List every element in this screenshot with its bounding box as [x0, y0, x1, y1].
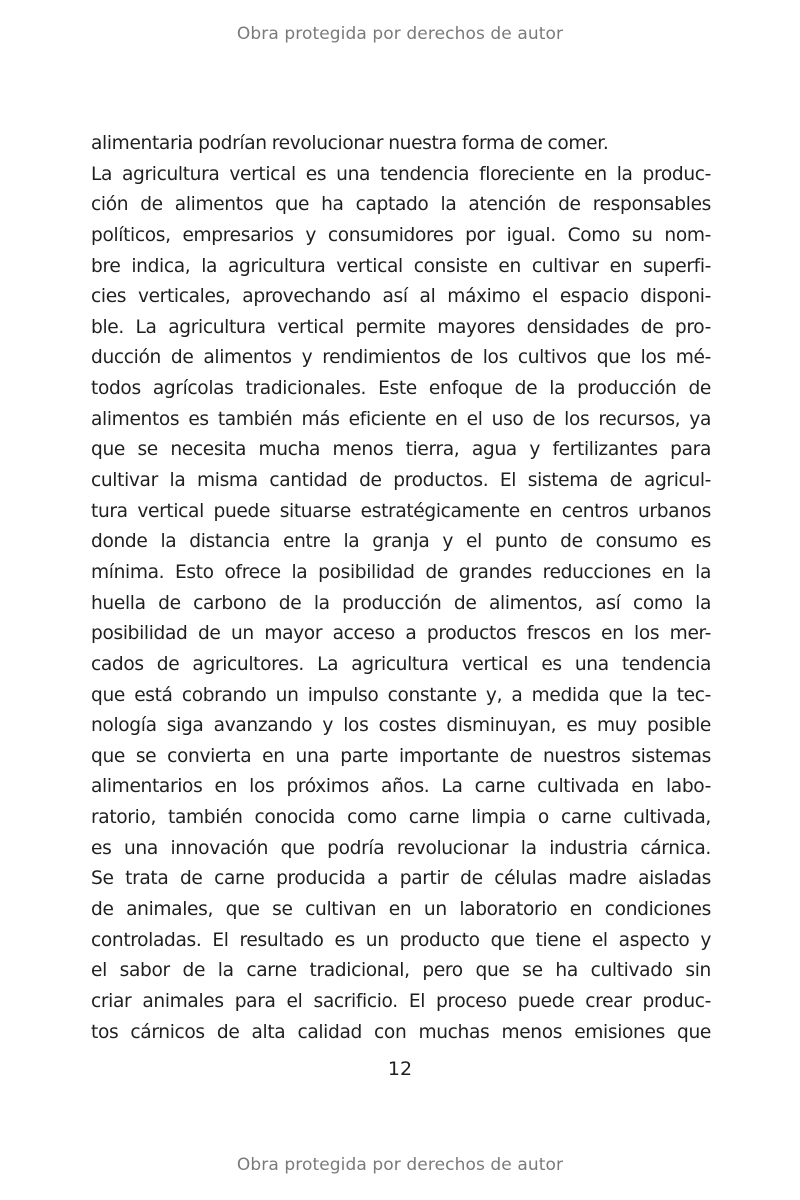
- text-line: ducción de alimentos y rendimientos de los cultivos que los mé-: [91, 347, 711, 369]
- text-line: controladas. El resultado es un producto que tiene el aspecto y: [91, 929, 711, 951]
- text-line: alimentarios en los próximos años. La carne cultivada en labo-: [91, 776, 711, 798]
- page-body-text: [91, 129, 711, 1048]
- text-line: tura vertical puede situarse estratégicamente en centros urbanos: [91, 500, 711, 522]
- text-line: alimentaria podrían revolucionar nuestra forma de comer.: [91, 133, 609, 154]
- text-line: que se convierta en una parte importante de nuestros sistemas: [91, 745, 711, 767]
- text-line: mínima. Esto ofrece la posibilidad de grandes reducciones en la: [91, 561, 711, 583]
- text-line: tos cárnicos de alta calidad con muchas menos emisiones que: [91, 1021, 711, 1043]
- text-line: es una innovación que podría revolucionar la industria cárnica.: [91, 837, 711, 859]
- text-line: todos agrícolas tradicionales. Este enfoque de la producción de: [91, 378, 711, 400]
- text-line: bre indica, la agricultura vertical consiste en cultivar en superfi-: [91, 255, 711, 277]
- text-line: criar animales para el sacrificio. El proceso puede crear produc-: [91, 990, 711, 1012]
- text-line: La agricultura vertical es una tendencia floreciente en la produc-: [91, 163, 711, 185]
- text-line: cies verticales, aprovechando así al máximo el espacio disponi-: [91, 286, 711, 308]
- text-line: Se trata de carne producida a partir de células madre aisladas: [91, 868, 711, 890]
- text-line: que se necesita mucha menos tierra, agua y fertilizantes para: [91, 439, 711, 461]
- text-line: posibilidad de un mayor acceso a productos frescos en los mer-: [91, 623, 711, 645]
- text-line: que está cobrando un impulso constante y, a medida que la tec-: [91, 684, 711, 706]
- text-line: ratorio, también conocida como carne limpia o carne cultivada,: [91, 807, 711, 829]
- text-line: el sabor de la carne tradicional, pero que se ha cultivado sin: [91, 960, 711, 982]
- text-line: de animales, que se cultivan en un laboratorio en condiciones: [91, 899, 711, 921]
- copyright-watermark-bottom: Obra protegida por derechos de autor: [236, 1155, 564, 1175]
- page-number: 12: [387, 1058, 413, 1080]
- text-line: nología siga avanzando y los costes disminuyan, es muy posible: [91, 715, 711, 737]
- text-line: cultivar la misma cantidad de productos. El sistema de agricul-: [91, 470, 711, 492]
- text-line: cados de agricultores. La agricultura vertical es una tendencia: [91, 653, 711, 675]
- text-line: ción de alimentos que ha captado la atención de responsables: [91, 194, 711, 216]
- text-line: ble. La agricultura vertical permite mayores densidades de pro-: [91, 316, 711, 338]
- text-line: donde la distancia entre la granja y el punto de consumo es: [91, 531, 711, 553]
- text-line: políticos, empresarios y consumidores por igual. Como su nom-: [91, 224, 711, 246]
- text-line: alimentos es también más eficiente en el uso de los recursos, ya: [91, 408, 711, 430]
- text-line: huella de carbono de la producción de alimentos, así como la: [91, 592, 711, 614]
- copyright-watermark-top: Obra protegida por derechos de autor: [236, 24, 564, 44]
